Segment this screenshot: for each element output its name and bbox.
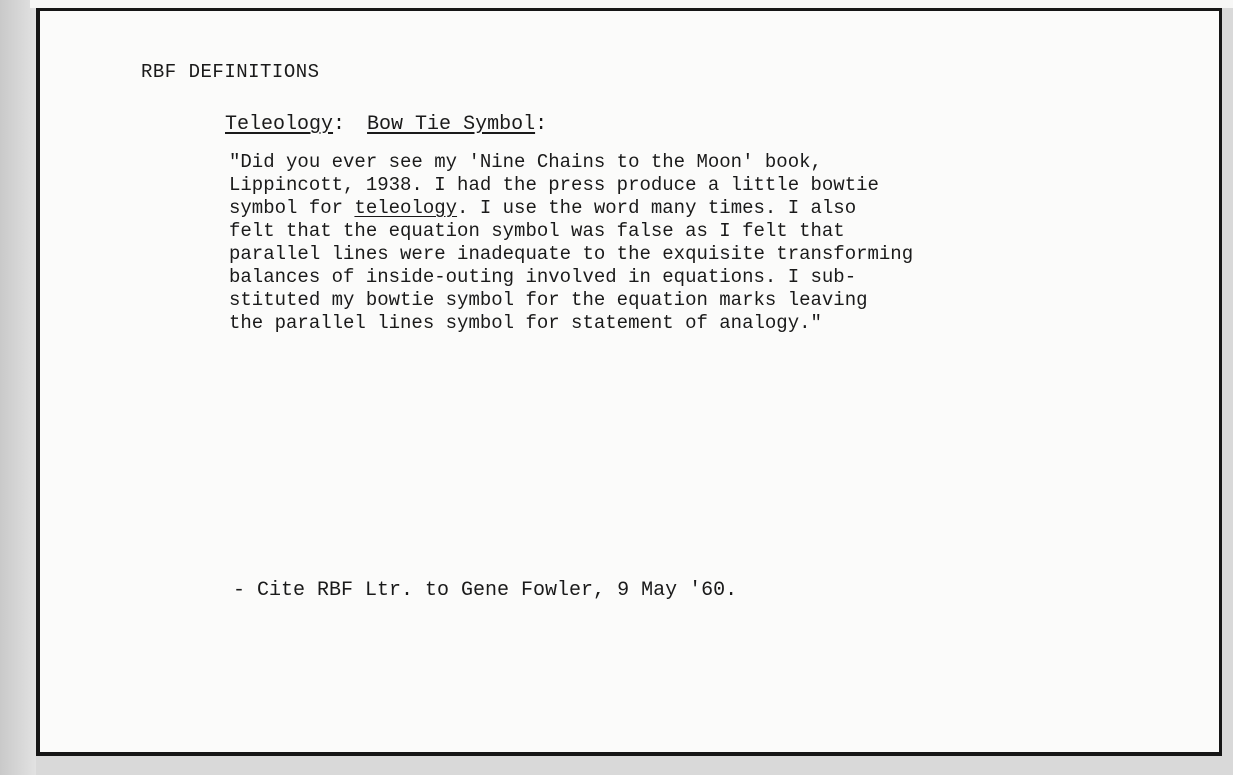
quote-line-5: parallel lines were inadequate to the exquisite transforming bbox=[229, 243, 914, 265]
topic-label: Bow Tie Symbol bbox=[367, 113, 536, 136]
index-card bbox=[36, 8, 1222, 756]
definition-heading bbox=[225, 113, 547, 136]
quote-line-3-start: symbol for bbox=[229, 197, 355, 219]
quote-line-3-end: . I use the word many times. I also bbox=[457, 197, 857, 219]
page-edge-shadow bbox=[0, 0, 36, 775]
card-header: RBF DEFINITIONS bbox=[141, 61, 320, 83]
source-citation: - Cite RBF Ltr. to Gene Fowler, 9 May '60. bbox=[233, 579, 738, 602]
definition-quote bbox=[229, 151, 1109, 335]
teleology-underlined: teleology bbox=[354, 197, 458, 219]
quote-line-3 bbox=[229, 197, 1109, 220]
term-colon: : bbox=[333, 113, 346, 136]
topic-colon: : bbox=[535, 113, 548, 136]
quote-line-6: balances of inside-outing involved in equations. I sub- bbox=[229, 266, 857, 288]
term-label: Teleology bbox=[225, 113, 334, 136]
quote-line-7: stituted my bowtie symbol for the equation marks leaving bbox=[229, 289, 868, 311]
quote-line-4: felt that the equation symbol was false as I felt that bbox=[229, 220, 845, 242]
top-paper-strip bbox=[30, 0, 1233, 8]
quote-line-8: the parallel lines symbol for statement of analogy." bbox=[229, 312, 822, 334]
quote-line-2: Lippincott, 1938. I had the press produce a little bowtie bbox=[229, 174, 879, 196]
quote-line-1: "Did you ever see my 'Nine Chains to the Moon' book, bbox=[229, 151, 822, 173]
